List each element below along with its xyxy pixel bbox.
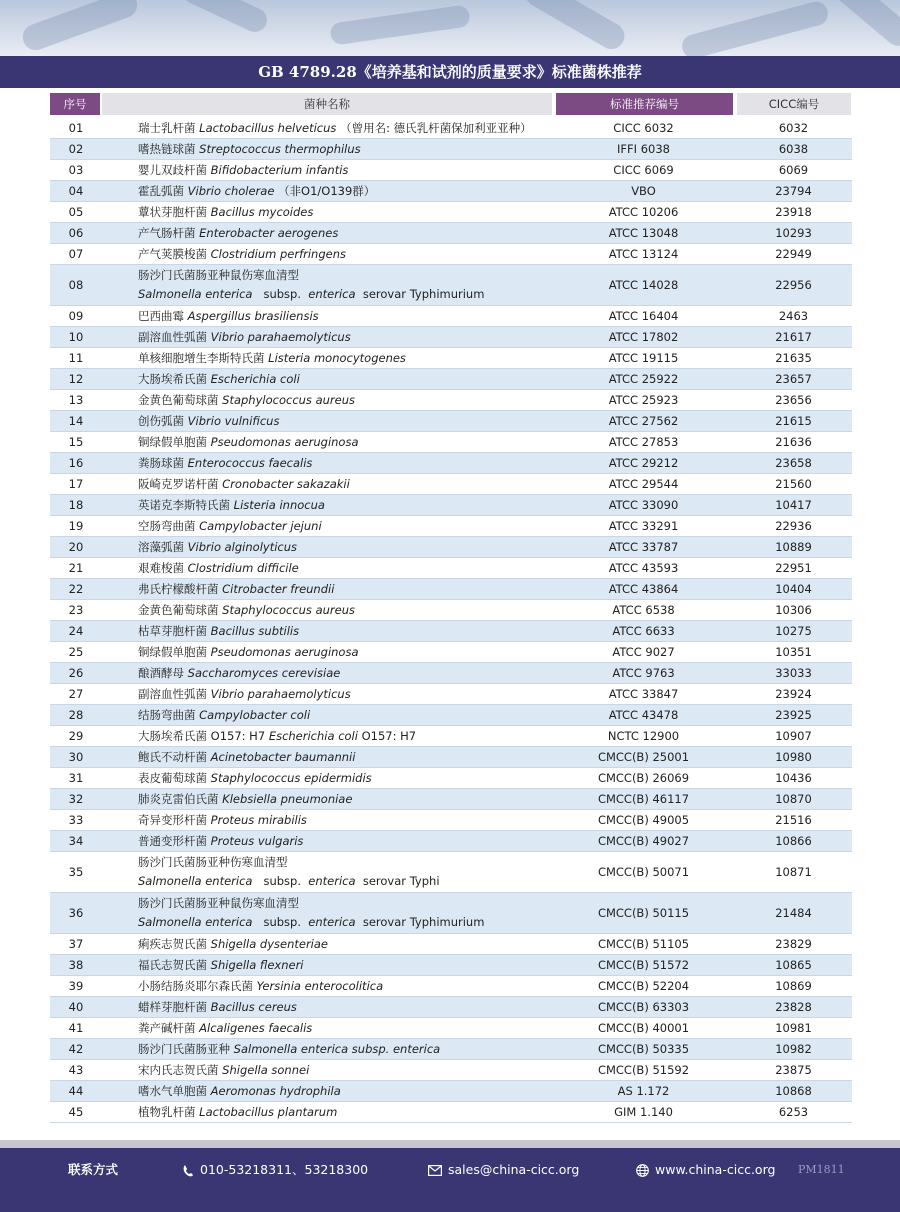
strain-name-cell — [102, 369, 552, 389]
row-number: 34 — [68, 834, 84, 848]
row-number: 25 — [68, 645, 84, 659]
globe-icon — [636, 1164, 649, 1177]
strain-name: 福氏志贺氏菌 Shigella flexneri — [138, 957, 304, 972]
mail-icon — [428, 1165, 442, 1176]
strain-name-cell — [102, 202, 552, 222]
standard-code: CMCC(B) 46117 — [597, 792, 690, 806]
strain-name-cell — [102, 1018, 552, 1038]
table-row — [50, 621, 852, 642]
cicc-number: 10889 — [775, 540, 812, 554]
cicc-number: 10351 — [775, 645, 812, 659]
row-number: 18 — [68, 498, 84, 512]
row-number: 31 — [68, 771, 84, 785]
strain-name: 产气肠杆菌 Enterobacter aerogenes — [138, 225, 339, 240]
strain-name: 枯草芽胞杆菌 Bacillus subtilis — [138, 623, 300, 638]
row-number: 09 — [68, 309, 84, 323]
cicc-number: 23657 — [775, 372, 812, 386]
strain-name: 金黄色葡萄球菌 Staphylococcus aureus — [138, 392, 355, 407]
bacteria-decoration — [19, 0, 141, 54]
strain-name-cell — [102, 955, 552, 975]
strain-name-cell — [102, 642, 552, 662]
bacteria-decoration — [679, 0, 830, 56]
cicc-number: 21636 — [775, 435, 812, 449]
strain-name-cell — [102, 244, 552, 264]
table-row — [50, 789, 852, 810]
strain-name: 大肠埃希氏菌 O157: H7 Escherichia coli O157: H7 — [138, 728, 417, 743]
cicc-number: 21635 — [775, 351, 812, 365]
strain-name: 产气荚膜梭菌 Clostridium perfringens — [138, 246, 347, 261]
row-number: 37 — [68, 937, 84, 951]
row-number: 28 — [68, 708, 84, 722]
cicc-number: 10417 — [775, 498, 812, 512]
header-banner — [0, 0, 900, 56]
col-header-no: 序号 — [50, 93, 100, 115]
row-number: 12 — [68, 372, 84, 386]
row-number: 35 — [68, 865, 84, 879]
cicc-number: 10982 — [775, 1042, 812, 1056]
table-row — [50, 684, 852, 705]
cicc-number: 10866 — [775, 834, 812, 848]
standard-code: CICC 6069 — [613, 163, 674, 177]
row-number: 14 — [68, 414, 84, 428]
standard-code: CMCC(B) 25001 — [597, 750, 690, 764]
cicc-number: 23918 — [775, 205, 812, 219]
email[interactable] — [428, 1148, 579, 1192]
cicc-number: 10868 — [775, 1084, 812, 1098]
row-number: 30 — [68, 750, 84, 764]
strain-name: 副溶血性弧菌 Vibrio parahaemolyticus — [138, 329, 351, 344]
table-row — [50, 642, 852, 663]
standard-code: CMCC(B) 49005 — [597, 813, 690, 827]
table-row — [50, 558, 852, 579]
standard-code: ATCC 9027 — [612, 645, 675, 659]
standard-code: ATCC 16404 — [608, 309, 679, 323]
cicc-number: 21615 — [775, 414, 812, 428]
doc-code: PM1811 — [798, 1163, 845, 1176]
strain-name-cell — [102, 997, 552, 1017]
standard-code: ATCC 43593 — [608, 561, 679, 575]
table-row — [50, 139, 852, 160]
table-row — [50, 579, 852, 600]
standard-code: IFFI 6038 — [617, 142, 670, 156]
standard-code: ATCC 10206 — [608, 205, 679, 219]
standard-code: ATCC 9763 — [612, 666, 675, 680]
strain-name-cell — [102, 327, 552, 347]
row-number: 06 — [68, 226, 84, 240]
cicc-number: 10871 — [775, 865, 812, 879]
strain-name-latin: Salmonella enterica subsp. enterica serovar Typhi — [138, 874, 440, 888]
standard-code: CMCC(B) 49027 — [597, 834, 690, 848]
standard-code: VBO — [631, 184, 656, 198]
row-number: 10 — [68, 330, 84, 344]
table-row — [50, 474, 852, 495]
cicc-number: 10869 — [775, 979, 812, 993]
row-number: 07 — [68, 247, 84, 261]
strain-name: 溶藻弧菌 Vibrio alginolyticus — [138, 539, 298, 554]
footer — [0, 1148, 900, 1212]
table-row — [50, 390, 852, 411]
standard-code: CMCC(B) 52204 — [597, 979, 690, 993]
strain-name: 普通变形杆菌 Proteus vulgaris — [138, 833, 304, 848]
row-number: 26 — [68, 666, 84, 680]
standard-code: CMCC(B) 50115 — [597, 906, 690, 920]
row-number: 20 — [68, 540, 84, 554]
row-number: 44 — [68, 1084, 84, 1098]
strain-name: 植物乳杆菌 Lactobacillus plantarum — [138, 1104, 338, 1119]
table-row — [50, 516, 852, 537]
cicc-number: 22956 — [775, 278, 812, 292]
table-row — [50, 831, 852, 852]
standard-code: GIM 1.140 — [614, 1105, 673, 1119]
standard-code: ATCC 29544 — [608, 477, 679, 491]
table-row — [50, 202, 852, 223]
strain-table — [50, 118, 852, 1123]
strain-name-cell — [102, 663, 552, 683]
strain-name-cell — [102, 1039, 552, 1059]
row-number: 13 — [68, 393, 84, 407]
table-row — [50, 810, 852, 831]
standard-code: ATCC 29212 — [608, 456, 679, 470]
cicc-number: 23829 — [775, 937, 812, 951]
strain-name-cell — [102, 160, 552, 180]
strain-name: 酿酒酵母 Saccharomyces cerevisiae — [138, 665, 341, 680]
standard-code: CICC 6032 — [613, 121, 674, 135]
strain-name-cell — [102, 1060, 552, 1080]
row-number: 45 — [68, 1105, 84, 1119]
standard-code: ATCC 33787 — [608, 540, 679, 554]
cicc-number: 6032 — [778, 121, 809, 135]
cicc-number: 23794 — [775, 184, 812, 198]
row-number: 22 — [68, 582, 84, 596]
row-number: 01 — [68, 121, 84, 135]
strain-name-cell — [102, 768, 552, 788]
cicc-number: 22951 — [775, 561, 812, 575]
cicc-number: 33033 — [775, 666, 812, 680]
row-number: 04 — [68, 184, 84, 198]
row-number: 21 — [68, 561, 84, 575]
table-row — [50, 181, 852, 202]
strain-name-cell — [102, 118, 552, 138]
row-number: 19 — [68, 519, 84, 533]
table-row — [50, 1018, 852, 1039]
standard-code: CMCC(B) 26069 — [597, 771, 690, 785]
strain-name-cell — [102, 558, 552, 578]
strain-name-cn: 肠沙门氏菌肠亚种鼠伤寒血清型 — [138, 268, 299, 282]
strain-name: 创伤弧菌 Vibrio vulnificus — [138, 413, 280, 428]
col-header-cicc: CICC编号 — [737, 93, 851, 115]
standard-code: AS 1.172 — [617, 1084, 670, 1098]
phone — [182, 1148, 368, 1192]
standard-code: CMCC(B) 50071 — [597, 865, 690, 879]
cicc-number: 21560 — [775, 477, 812, 491]
strain-name: 宋内氏志贺氏菌 Shigella sonnei — [138, 1062, 310, 1077]
cicc-number: 10907 — [775, 729, 812, 743]
table-row — [50, 453, 852, 474]
strain-name: 瑞士乳杆菌 Lactobacillus helveticus （曾用名: 德氏乳杆菌保加利亚亚种） — [138, 120, 532, 135]
table-row — [50, 997, 852, 1018]
standard-code: ATCC 27562 — [608, 414, 679, 428]
strain-name-cell — [102, 181, 552, 201]
strain-name: 粪产碱杆菌 Alcaligenes faecalis — [138, 1020, 313, 1035]
strain-name-cell — [102, 726, 552, 746]
strain-name-cell — [102, 893, 552, 933]
row-number: 27 — [68, 687, 84, 701]
strain-name: 嗜热链球菌 Streptococcus thermophilus — [138, 141, 361, 156]
strain-name-cell — [102, 684, 552, 704]
standard-code: ATCC 14028 — [608, 278, 679, 292]
email-address[interactable]: sales@china-cicc.org — [448, 1162, 580, 1177]
cicc-number: 21484 — [775, 906, 812, 920]
cicc-number: 23875 — [775, 1063, 812, 1077]
row-number: 05 — [68, 205, 84, 219]
strain-name-cell — [102, 1081, 552, 1101]
strain-name-cell — [102, 537, 552, 557]
standard-code: ATCC 25922 — [608, 372, 679, 386]
standard-code: ATCC 27853 — [608, 435, 679, 449]
strain-name: 英诺克李斯特氏菌 Listeria innocua — [138, 497, 325, 512]
standard-code: ATCC 13124 — [608, 247, 679, 261]
strain-name: 阪崎克罗诺杆菌 Cronobacter sakazakii — [138, 476, 350, 491]
strain-name-cell — [102, 976, 552, 996]
strain-name: 单核细胞增生李斯特氏菌 Listeria monocytogenes — [138, 350, 406, 365]
strain-name-cell — [102, 474, 552, 494]
strain-name: 肺炎克雷伯氏菌 Klebsiella pneumoniae — [138, 791, 353, 806]
strain-name-cell — [102, 810, 552, 830]
standard-code: ATCC 13048 — [608, 226, 679, 240]
strain-name-cell — [102, 390, 552, 410]
bacteria-decoration — [521, 0, 629, 54]
standard-code: CMCC(B) 40001 — [597, 1021, 690, 1035]
cicc-number: 2463 — [778, 309, 809, 323]
row-number: 03 — [68, 163, 84, 177]
table-row — [50, 852, 852, 893]
table-row — [50, 747, 852, 768]
col-header-std: 标准推荐编号 — [556, 93, 733, 115]
table-row — [50, 223, 852, 244]
row-number: 11 — [68, 351, 84, 365]
row-number: 32 — [68, 792, 84, 806]
strain-name-cell — [102, 348, 552, 368]
row-number: 29 — [68, 729, 84, 743]
cicc-number: 6069 — [778, 163, 809, 177]
strain-name-cell — [102, 265, 552, 305]
table-row — [50, 1081, 852, 1102]
row-number: 02 — [68, 142, 84, 156]
col-header-name: 菌种名称 — [102, 93, 552, 115]
table-row — [50, 600, 852, 621]
strain-name-cell — [102, 705, 552, 725]
standard-code: ATCC 33090 — [608, 498, 679, 512]
strain-name-cell — [102, 831, 552, 851]
strain-name: 弗氏柠檬酸杆菌 Citrobacter freundii — [138, 581, 335, 596]
strain-name: 铜绿假单胞菌 Pseudomonas aeruginosa — [138, 644, 359, 659]
strain-name-cell — [102, 495, 552, 515]
cicc-number: 10870 — [775, 792, 812, 806]
strain-name: 大肠埃希氏菌 Escherichia coli — [138, 371, 300, 386]
strain-name-cell — [102, 579, 552, 599]
cicc-number: 22949 — [775, 247, 812, 261]
cicc-number: 23658 — [775, 456, 812, 470]
strain-name-cell — [102, 934, 552, 954]
table-row — [50, 265, 852, 306]
cicc-number: 22936 — [775, 519, 812, 533]
table-row — [50, 348, 852, 369]
cicc-number: 10306 — [775, 603, 812, 617]
table-row — [50, 495, 852, 516]
row-number: 16 — [68, 456, 84, 470]
cicc-number: 23925 — [775, 708, 812, 722]
cicc-number: 21617 — [775, 330, 812, 344]
strain-name-cell — [102, 789, 552, 809]
row-number: 33 — [68, 813, 84, 827]
contact-label: 联系方式 — [68, 1162, 119, 1177]
row-number: 36 — [68, 906, 84, 920]
strain-name-cell — [102, 411, 552, 431]
cicc-number: 21516 — [775, 813, 812, 827]
standard-code: CMCC(B) 63303 — [597, 1000, 690, 1014]
standard-code: ATCC 43478 — [608, 708, 679, 722]
strain-name: 粪肠球菌 Enterococcus faecalis — [138, 455, 313, 470]
strain-name: 嗜水气单胞菌 Aeromonas hydrophila — [138, 1083, 341, 1098]
phone-number: 010-53218311、53218300 — [200, 1162, 369, 1177]
table-row — [50, 1060, 852, 1081]
table-row — [50, 369, 852, 390]
strain-name-cell — [102, 621, 552, 641]
strain-name: 鲍氏不动杆菌 Acinetobacter baumannii — [138, 749, 356, 764]
row-number: 42 — [68, 1042, 84, 1056]
cicc-number: 10981 — [775, 1021, 812, 1035]
row-number: 38 — [68, 958, 84, 972]
standard-code: ATCC 17802 — [608, 330, 679, 344]
row-number: 24 — [68, 624, 84, 638]
table-row — [50, 893, 852, 934]
table-row — [50, 306, 852, 327]
bacteria-decoration — [329, 4, 471, 45]
strain-name: 奇异变形杆菌 Proteus mirabilis — [138, 812, 307, 827]
strain-name-cell — [102, 747, 552, 767]
table-row — [50, 705, 852, 726]
strain-name-cell — [102, 306, 552, 326]
table-row — [50, 118, 852, 139]
website[interactable] — [636, 1148, 775, 1192]
strain-name: 结肠弯曲菌 Campylobacter coli — [138, 707, 311, 722]
table-row — [50, 244, 852, 265]
cicc-number: 10865 — [775, 958, 812, 972]
website-url[interactable]: www.china-cicc.org — [655, 1162, 776, 1177]
table-row — [50, 327, 852, 348]
table-row — [50, 934, 852, 955]
row-number: 17 — [68, 477, 84, 491]
strain-name-cell — [102, 432, 552, 452]
strain-name: 表皮葡萄球菌 Staphylococcus epidermidis — [138, 770, 372, 785]
strain-name: 巴西曲霉 Aspergillus brasiliensis — [138, 308, 319, 323]
strain-name: 小肠结肠炎耶尔森氏菌 Yersinia enterocolitica — [138, 978, 384, 993]
strain-name-cell — [102, 1102, 552, 1122]
row-number: 41 — [68, 1021, 84, 1035]
strain-name: 婴儿双歧杆菌 Bifidobacterium infantis — [138, 162, 349, 177]
cicc-number: 23828 — [775, 1000, 812, 1014]
cicc-number: 10404 — [775, 582, 812, 596]
strain-name-cell — [102, 223, 552, 243]
row-number: 08 — [68, 278, 84, 292]
row-number: 43 — [68, 1063, 84, 1077]
strain-name-latin: Salmonella enterica subsp. enterica serovar Typhimurium — [138, 287, 485, 301]
table-row — [50, 976, 852, 997]
strain-name-cell — [102, 453, 552, 473]
row-number: 40 — [68, 1000, 84, 1014]
strain-name: 蕈状芽胞杆菌 Bacillus mycoides — [138, 204, 314, 219]
standard-code: NCTC 12900 — [607, 729, 680, 743]
row-number: 39 — [68, 979, 84, 993]
cicc-number: 6038 — [778, 142, 809, 156]
footer-divider — [0, 1140, 900, 1148]
page-title: GB 4789.28《培养基和试剂的质量要求》标准菌株推荐 — [0, 56, 900, 88]
standard-code: ATCC 6633 — [612, 624, 675, 638]
standard-code: ATCC 43864 — [608, 582, 679, 596]
standard-code: ATCC 25923 — [608, 393, 679, 407]
strain-name-cell — [102, 600, 552, 620]
strain-name: 肠沙门氏菌肠亚种 Salmonella enterica subsp. enterica — [138, 1041, 441, 1056]
strain-name: 痢疾志贺氏菌 Shigella dysenteriae — [138, 936, 328, 951]
table-row — [50, 768, 852, 789]
table-row — [50, 432, 852, 453]
standard-code: CMCC(B) 51592 — [597, 1063, 690, 1077]
standard-code: ATCC 6538 — [612, 603, 675, 617]
table-row — [50, 537, 852, 558]
strain-name-cell — [102, 139, 552, 159]
phone-icon — [182, 1164, 194, 1178]
strain-name: 副溶血性弧菌 Vibrio parahaemolyticus — [138, 686, 351, 701]
strain-name-cn: 肠沙门氏菌肠亚种伤寒血清型 — [138, 855, 288, 869]
strain-name: 金黄色葡萄球菌 Staphylococcus aureus — [138, 602, 355, 617]
table-row — [50, 160, 852, 181]
standard-code: CMCC(B) 51572 — [597, 958, 690, 972]
standard-code: ATCC 19115 — [608, 351, 679, 365]
row-number: 15 — [68, 435, 84, 449]
strain-name: 蜡样芽胞杆菌 Bacillus cereus — [138, 999, 297, 1014]
standard-code: CMCC(B) 50335 — [597, 1042, 690, 1056]
strain-name: 铜绿假单胞菌 Pseudomonas aeruginosa — [138, 434, 359, 449]
cicc-number: 10980 — [775, 750, 812, 764]
standard-code: ATCC 33291 — [608, 519, 679, 533]
table-row — [50, 663, 852, 684]
cicc-number: 6253 — [778, 1105, 809, 1119]
strain-name-cell — [102, 516, 552, 536]
table-row — [50, 726, 852, 747]
strain-name: 艰难梭菌 Clostridium difficile — [138, 560, 299, 575]
table-row — [50, 1039, 852, 1060]
table-row — [50, 1102, 852, 1123]
strain-name-cell — [102, 852, 552, 892]
bacteria-decoration — [823, 0, 900, 51]
standard-code: CMCC(B) 51105 — [597, 937, 690, 951]
strain-name-latin: Salmonella enterica subsp. enterica serovar Typhimurium — [138, 915, 485, 929]
cicc-number: 23656 — [775, 393, 812, 407]
table-row — [50, 955, 852, 976]
standard-code: ATCC 33847 — [608, 687, 679, 701]
strain-name: 空肠弯曲菌 Campylobacter jejuni — [138, 518, 322, 533]
strain-name-cn: 肠沙门氏菌肠亚种鼠伤寒血清型 — [138, 896, 299, 910]
cicc-number: 10436 — [775, 771, 812, 785]
cicc-number: 23924 — [775, 687, 812, 701]
strain-name: 霍乱弧菌 Vibrio cholerae （非O1/O139群） — [138, 183, 376, 198]
table-row — [50, 411, 852, 432]
row-number: 23 — [68, 603, 84, 617]
cicc-number: 10293 — [775, 226, 812, 240]
bacteria-decoration — [179, 0, 271, 36]
cicc-number: 10275 — [775, 624, 812, 638]
